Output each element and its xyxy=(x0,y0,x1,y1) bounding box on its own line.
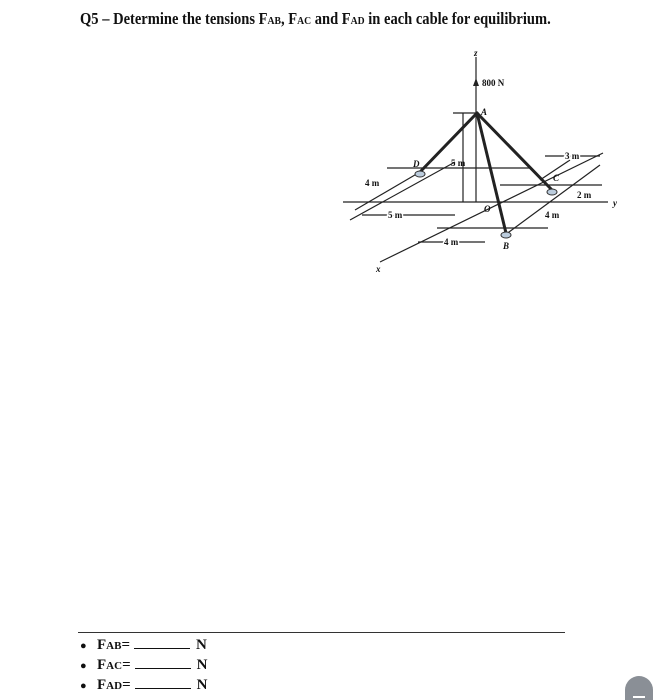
q-sub-ac: AC xyxy=(297,15,312,27)
q-part: and F xyxy=(311,9,351,28)
answer-sub: AD xyxy=(106,680,123,692)
question-number: Q5 xyxy=(80,9,99,28)
q-part: – Determine the tensions F xyxy=(98,9,268,28)
label-z: z xyxy=(474,48,478,58)
answer-unit: N xyxy=(196,657,208,673)
dim-4m-bottom: 4 m xyxy=(444,237,459,247)
bullet-icon: ● xyxy=(80,680,87,692)
menu-button[interactable] xyxy=(625,676,653,700)
answer-eq: = xyxy=(121,637,131,653)
answer-sub: AB xyxy=(106,640,122,652)
label-a: A xyxy=(481,107,488,117)
answer-fab xyxy=(80,634,207,654)
menu-icon xyxy=(633,696,645,698)
q-part: , F xyxy=(280,9,298,28)
answer-symbol: F xyxy=(97,677,107,693)
dim-3m: 3 m xyxy=(565,151,580,161)
cable-ab xyxy=(477,113,506,233)
answer-list xyxy=(80,634,207,694)
bullet-icon: ● xyxy=(80,640,87,652)
support-d xyxy=(415,171,425,177)
dim-2m: 2 m xyxy=(577,190,592,200)
guide-line xyxy=(350,162,455,220)
label-c: C xyxy=(553,173,560,183)
label-o: O xyxy=(484,204,491,214)
q-part: in each cable for equilibrium. xyxy=(364,9,551,28)
answer-eq: = xyxy=(122,657,131,673)
answer-blank[interactable] xyxy=(135,674,191,689)
cable-ac xyxy=(477,113,552,190)
answer-blank[interactable] xyxy=(135,654,191,669)
answer-fad xyxy=(80,674,207,694)
answer-symbol: F xyxy=(97,657,107,673)
dim-4m-right: 4 m xyxy=(545,210,560,220)
load-arrow-icon xyxy=(473,78,479,86)
answer-symbol: F xyxy=(97,637,107,653)
cable-ad xyxy=(420,113,477,172)
label-load: 800 N xyxy=(482,78,505,88)
answer-blank[interactable] xyxy=(134,634,190,649)
support-c xyxy=(547,189,557,195)
answer-sub: AC xyxy=(106,660,123,672)
dim-5m-x: 5 m xyxy=(388,210,403,220)
q-sub-ad: AD xyxy=(350,15,365,27)
answer-eq: = xyxy=(122,677,131,693)
label-b: B xyxy=(503,241,510,251)
answer-fac xyxy=(80,654,207,674)
dim-5m-height: 5 m xyxy=(451,158,466,168)
q-sub-ab: AB xyxy=(267,15,281,27)
dim-4m-left: 4 m xyxy=(365,178,380,188)
label-d: D xyxy=(413,159,420,169)
answer-unit: N xyxy=(196,637,207,653)
divider xyxy=(78,632,565,633)
answer-unit: N xyxy=(196,677,208,693)
label-x: x xyxy=(376,264,381,274)
label-y: y xyxy=(613,198,617,208)
support-b xyxy=(501,232,511,238)
bullet-icon: ● xyxy=(80,660,87,672)
